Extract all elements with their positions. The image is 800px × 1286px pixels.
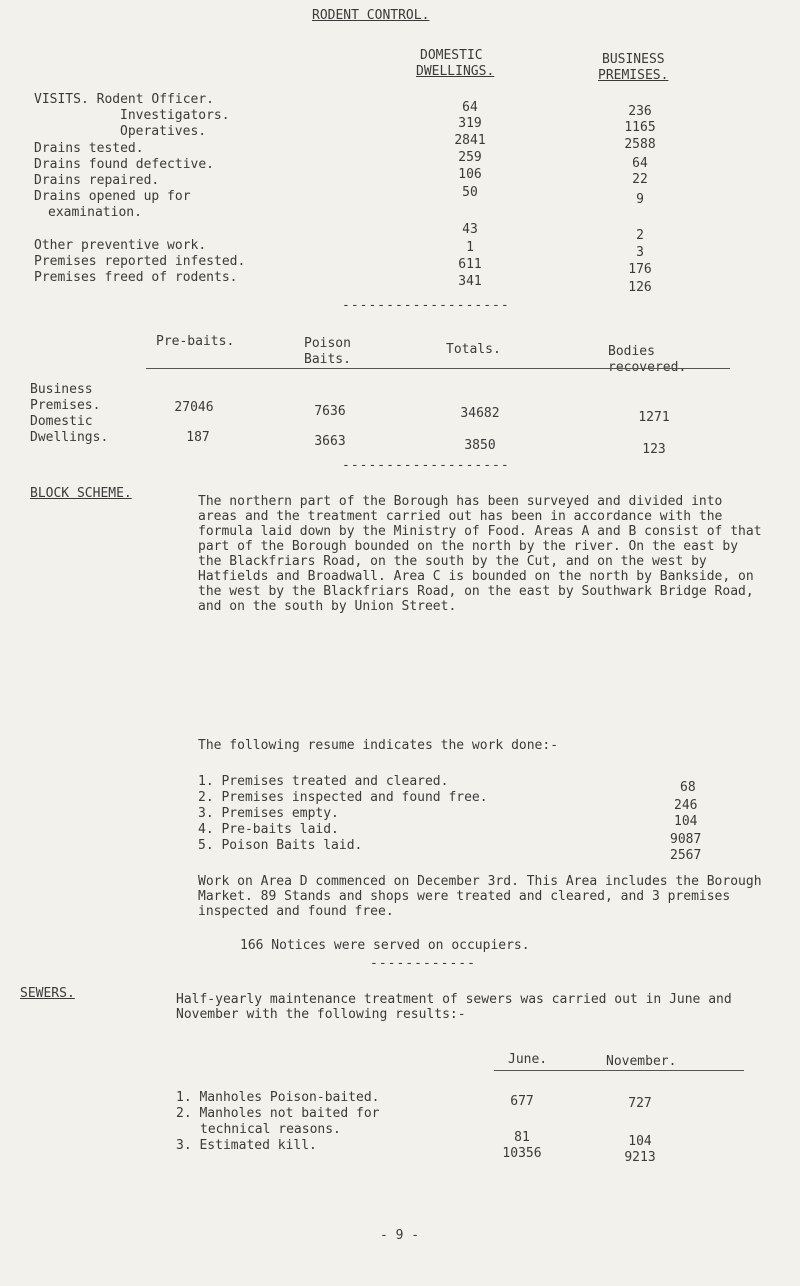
row-domestic: 611 bbox=[458, 257, 482, 272]
sewers-header-rule bbox=[494, 1070, 744, 1071]
row-domestic: 259 bbox=[458, 150, 482, 165]
resume-item-value: 9087 bbox=[670, 832, 702, 847]
baits-row-label: Domestic bbox=[30, 414, 93, 429]
row-domestic: 341 bbox=[458, 274, 482, 289]
row-label: Operatives. bbox=[120, 124, 207, 139]
resume-item-label: 3. Premises empty. bbox=[198, 806, 339, 821]
row-label: Premises freed of rodents. bbox=[34, 270, 238, 285]
baits-totals: 34682 bbox=[460, 406, 500, 421]
page-number: - 9 - bbox=[380, 1228, 420, 1243]
row-label: Drains tested. bbox=[34, 141, 144, 156]
row-domestic: 319 bbox=[458, 116, 482, 131]
sewers-nov: 9213 bbox=[624, 1150, 656, 1165]
row-label: VISITS. Rodent Officer. bbox=[34, 92, 215, 107]
header-bodies: Bodies bbox=[608, 344, 655, 359]
baits-totals: 3850 bbox=[464, 438, 496, 453]
baits-prebaits: 187 bbox=[186, 430, 210, 445]
baits-row-label: Dwellings. bbox=[30, 430, 109, 445]
row-domestic: 1 bbox=[466, 240, 474, 255]
row-label: Premises reported infested. bbox=[34, 254, 246, 269]
header-recovered: recovered. bbox=[608, 360, 687, 375]
sewers-intro: Half-yearly maintenance treatment of sewers was carried out in June and November with the following results:- bbox=[176, 992, 732, 1022]
area-d-wrap bbox=[198, 874, 768, 919]
row-label: Drains repaired. bbox=[34, 173, 160, 188]
sewers-heading: SEWERS. bbox=[20, 986, 75, 1001]
sewers-row-label: 1. Manholes Poison-baited. bbox=[176, 1090, 380, 1105]
header-totals: Totals. bbox=[446, 342, 501, 357]
block-scheme-heading: BLOCK SCHEME. bbox=[30, 486, 132, 501]
sewers-row-label: 3. Estimated kill. bbox=[176, 1138, 317, 1153]
resume-item-value: 246 bbox=[674, 798, 698, 813]
col-november: November. bbox=[606, 1054, 677, 1069]
resume-item-label: 2. Premises inspected and found free. bbox=[198, 790, 488, 805]
row-business: 126 bbox=[628, 280, 652, 295]
resume-item-label: 4. Pre-baits laid. bbox=[198, 822, 339, 837]
block-scheme-paragraph: The northern part of the Borough has been surveyed and divided into areas and the treatment carried out has been in accordance with the formula laid down by the Ministry of Food. Areas A and B consist of that part of the Borough bounded on the north by the river. On the east by the Blackfriars Road, on the south by the Cut, and on the west by Hatfields and Broadwall. Area C is bounded on the north by Bankside, on the west by the Blackfriars Road, on the east by Southwark Bridge Road, and on the south by Union Street. bbox=[198, 494, 762, 614]
col-header-business-1: BUSINESS bbox=[602, 52, 665, 67]
header-prebaits: Pre-baits. bbox=[156, 334, 235, 349]
baits-bodies: 1271 bbox=[638, 410, 670, 425]
row-business: 9 bbox=[636, 192, 644, 207]
header-poison: Poison bbox=[304, 336, 351, 351]
baits-row-label: Premises. bbox=[30, 398, 101, 413]
row-business: 22 bbox=[632, 172, 648, 187]
sewers-row-label: technical reasons. bbox=[200, 1122, 341, 1137]
baits-prebaits: 27046 bbox=[174, 400, 214, 415]
row-business: 176 bbox=[628, 262, 652, 277]
separator: ------------ bbox=[370, 956, 476, 971]
row-business: 64 bbox=[632, 156, 648, 171]
separator: ------------------- bbox=[342, 458, 510, 473]
baits-poison: 7636 bbox=[314, 404, 346, 419]
notices-line: 166 Notices were served on occupiers. bbox=[240, 938, 530, 953]
row-business: 236 bbox=[628, 104, 652, 119]
row-domestic: 50 bbox=[462, 185, 478, 200]
sewers-june: 677 bbox=[510, 1094, 534, 1109]
sewers-nov: 104 bbox=[628, 1134, 652, 1149]
page-title: RODENT CONTROL. bbox=[312, 8, 430, 23]
block-scheme-text-wrap bbox=[198, 494, 768, 614]
col-header-domestic-1: DOMESTIC bbox=[420, 48, 483, 63]
row-domestic: 43 bbox=[462, 222, 478, 237]
row-label: Other preventive work. bbox=[34, 238, 207, 253]
row-business: 3 bbox=[636, 245, 644, 260]
header-rule bbox=[146, 368, 730, 369]
row-domestic: 64 bbox=[462, 100, 478, 115]
baits-poison: 3663 bbox=[314, 434, 346, 449]
resume-item-value: 2567 bbox=[670, 848, 702, 863]
area-d-paragraph: Work on Area D commenced on December 3rd. This Area includes the Borough Market. 89 Stands and shops were treated and cleared, and 3 premises inspected and found free. bbox=[198, 874, 762, 919]
col-header-business-2: PREMISES. bbox=[598, 68, 669, 83]
header-baits: Baits. bbox=[304, 352, 351, 367]
row-business: 2 bbox=[636, 228, 644, 243]
row-domestic: 106 bbox=[458, 167, 482, 182]
resume-intro: The following resume indicates the work done:- bbox=[198, 738, 559, 753]
resume-item-value: 68 bbox=[680, 780, 696, 795]
baits-row-label: Business bbox=[30, 382, 93, 397]
row-label: Drains found defective. bbox=[34, 157, 215, 172]
row-label: examination. bbox=[48, 205, 142, 220]
baits-bodies: 123 bbox=[642, 442, 666, 457]
sewers-nov: 727 bbox=[628, 1096, 652, 1111]
separator: ------------------- bbox=[342, 298, 510, 313]
sewers-june: 10356 bbox=[502, 1146, 542, 1161]
resume-item-label: 1. Premises treated and cleared. bbox=[198, 774, 449, 789]
row-label: Investigators. bbox=[120, 108, 230, 123]
sewers-intro-wrap bbox=[176, 992, 776, 1022]
row-domestic: 2841 bbox=[454, 133, 486, 148]
resume-item-value: 104 bbox=[674, 814, 698, 829]
row-label: Drains opened up for bbox=[34, 189, 191, 204]
col-header-domestic-2: DWELLINGS. bbox=[416, 64, 495, 79]
resume-item-label: 5. Poison Baits laid. bbox=[198, 838, 363, 853]
row-business: 1165 bbox=[624, 120, 656, 135]
sewers-row-label: 2. Manholes not baited for bbox=[176, 1106, 380, 1121]
row-business: 2588 bbox=[624, 137, 656, 152]
col-june: June. bbox=[508, 1052, 548, 1067]
sewers-june: 81 bbox=[514, 1130, 530, 1145]
